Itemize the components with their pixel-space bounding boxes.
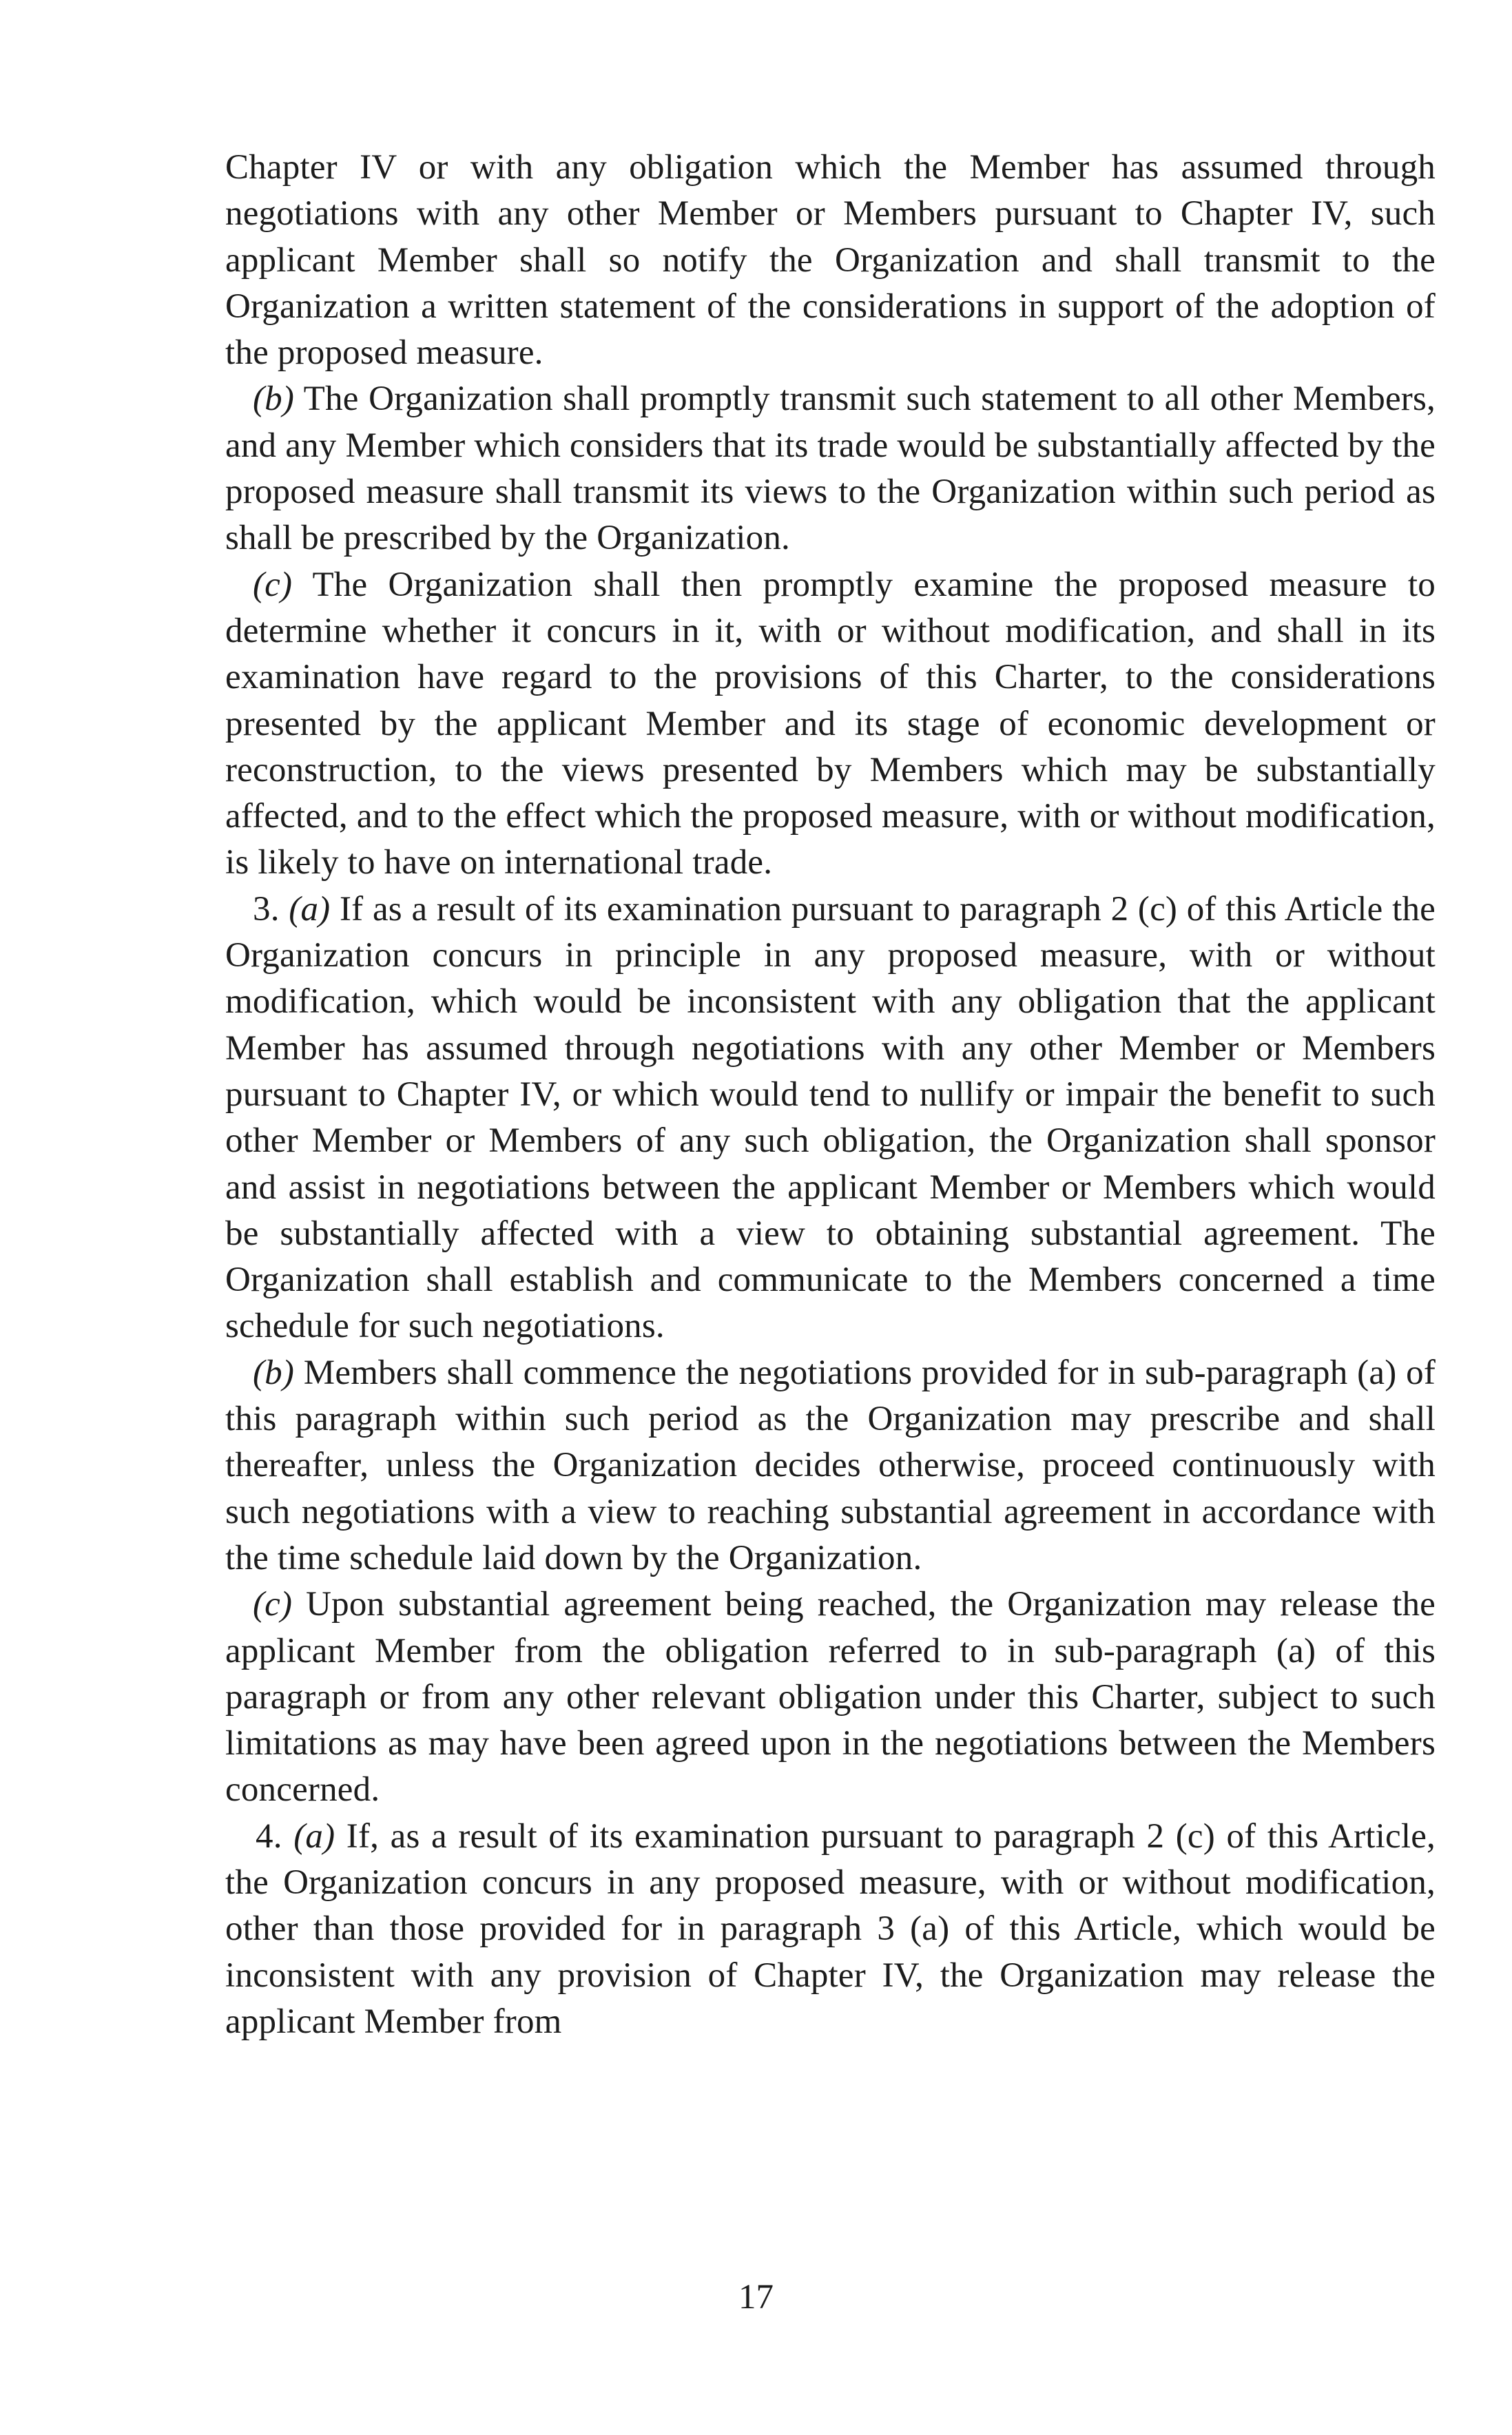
paragraph-3a (225, 887, 1436, 1350)
paragraph-text: Upon substantial agreement being reached, the Organization may release the applicant Member from the obligation referred to in sub-paragraph (a) of this paragraph or from any other relevant obligation under this Charter, subject to such limitations as may have been agreed upon in the negotiations between the Members concerned. (225, 1585, 1436, 1810)
page-number: 17 (738, 2278, 774, 2317)
paragraph-4a (225, 1814, 1436, 2045)
paragraph-3c (225, 1582, 1436, 1813)
subparagraph-label: (c) (253, 1585, 293, 1624)
paragraph-2b (225, 376, 1436, 561)
subparagraph-label: (a) (289, 889, 331, 929)
paragraph-text: The Organization shall promptly transmit such statement to all other Members, and any Member which considers that its trade would be substantially affected by the proposed measure shall transmit its views to the Organization within such period as shall be prescribed by the Organization. (225, 380, 1436, 558)
paragraph-continuation (225, 145, 1436, 376)
paragraph-text: If, as a result of its examination pursuant to paragraph 2 (c) of this Article, the Organization concurs in any proposed measure, with or without modification, other than those provided for in paragraph 3 (a) of this Article, which would be inconsistent with any provision of Chapter IV, the Organization may release the applicant Member from (225, 1816, 1436, 2041)
paragraph-text: The Organization shall then promptly examine the proposed measure to determine whether it concurs in it, with or without modification, and shall in its examination have regard to the provisions of this Charter, to the considerations presented by the applicant Member and its stage of economic development or reconstruction, to the views presented by Members which may be substantially affected, and to the effect which the proposed measure, with or without modification, is likely to have on international trade. (225, 565, 1436, 882)
paragraph-2c (225, 562, 1436, 887)
subparagraph-label: (b) (253, 1353, 295, 1392)
subparagraph-label: (b) (253, 380, 295, 419)
paragraph-number: 3. (253, 889, 280, 929)
paragraph-number: 4. (256, 1816, 282, 1856)
subparagraph-label: (a) (293, 1816, 335, 1856)
subparagraph-label: (c) (253, 565, 293, 604)
paragraph-text: Chapter IV or with any obligation which the Member has assumed through negotiations with any other Member or Members pursuant to Chapter IV, such applicant Member shall so notify the Organization and shall transmit to the Organization a written statement of the considerations in support of the adoption of the proposed measure. (225, 148, 1436, 373)
paragraph-text: Members shall commence the negotiations provided for in sub-paragraph (a) of this paragraph within such period as the Organization may prescribe and shall thereafter, unless the Organization decides otherwise, proceed continuously with such negotiations with a view to reaching substantial agreement in accordance with the time schedule laid down by the Organization. (225, 1353, 1436, 1577)
paragraph-3b (225, 1350, 1436, 1582)
paragraph-text: If as a result of its examination pursuant to paragraph 2 (c) of this Article the Organization concurs in principle in any proposed measure, with or without modification, which would be inconsistent with any obligation that the applicant Member has assumed through negotiations with any other Member or Members pursuant to Chapter IV, or which would tend to nullify or impair the benefit to such other Member or Members of any such obligation, the Organization shall sponsor and assist in negotiations between the applicant Member or Members which would be substantially affected with a view to obtaining substantial agreement. The Organization shall establish and communicate to the Members concerned a time schedule for such negotiations. (225, 889, 1436, 1346)
document-page (225, 145, 1436, 2045)
